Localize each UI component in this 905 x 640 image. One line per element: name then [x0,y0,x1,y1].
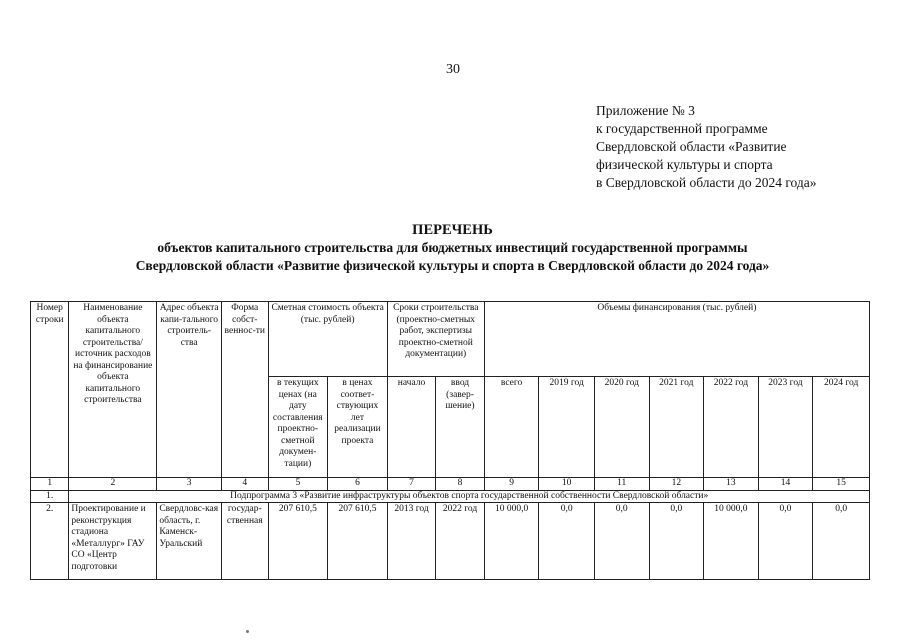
subprogram-label: Подпрограмма 3 «Развитие инфраструктуры объектов спорта государственной собственности Свердловской области» [69,490,870,503]
financing-total: 10 000,0 [484,503,539,580]
header-cost-current: в текущих ценах (на дату составления проектно-сметной докумен-тации) [268,377,328,478]
financing-2024: 0,0 [813,503,870,580]
header-start: начало [387,377,436,478]
scan-speck [246,630,249,633]
title-line: ПЕРЕЧЕНЬ [412,222,493,238]
financing-2019: 0,0 [539,503,595,580]
header-end: ввод (завер-шение) [436,377,485,478]
column-number: 4 [222,478,268,491]
financing-2022: 10 000,0 [704,503,759,580]
appendix-note [596,102,817,192]
title-line: Свердловской области «Развитие физической культуры и спорта в Свердловской области до 2024 года» [135,258,770,273]
appendix-line: Свердловской области «Развитие [596,139,787,154]
object-address: Свердловс-кая область, г. Каменск-Уральский [157,503,222,580]
table-row [31,503,870,580]
appendix-line: в Свердловской области до 2024 года» [596,175,817,190]
appendix-line: к государственной программе [596,121,768,136]
column-number: 12 [649,478,704,491]
header-year-2023: 2023 год [758,377,813,478]
column-number: 11 [594,478,649,491]
header-estimated-cost: Сметная стоимость объекта (тыс. рублей) [268,302,387,377]
financing-2020: 0,0 [594,503,649,580]
header-timeline: Сроки строительства (проектно-сметных работ, экспертизы проектно-сметной документации) [387,302,484,377]
column-number: 5 [268,478,328,491]
column-number: 3 [157,478,222,491]
financing-2023: 0,0 [758,503,813,580]
appendix-line: физической культуры и спорта [596,157,773,172]
cost-adjusted: 207 610,5 [328,503,388,580]
cost-current: 207 610,5 [268,503,328,580]
column-number: 8 [436,478,485,491]
column-number: 1 [31,478,69,491]
appendix-line: Приложение № 3 [596,103,695,118]
header-ownership: Форма собст-веннос-ти [222,302,268,478]
header-year-2021: 2021 год [649,377,704,478]
column-number: 10 [539,478,595,491]
row-number: 2. [31,503,69,580]
column-number: 2 [69,478,157,491]
header-address: Адрес объекта капи-тального строитель-ства [157,302,222,478]
start-date: 2013 год [387,503,436,580]
document-title [0,221,905,275]
column-number: 6 [328,478,388,491]
object-name: Проектирование и реконструкция стадиона «Металлург» ГАУ СО «Центр подготовки [69,503,157,580]
subprogram-row [31,490,870,503]
header-financing: Объемы финансирования (тыс. рублей) [484,302,869,377]
header-year-2022: 2022 год [704,377,759,478]
title-line: объектов капитального строительства для бюджетных инвестиций государственной программы [157,240,748,255]
header-object-name: Наименование объекта капитального строительства/ источник расходов на финансирование объекта капитального строительства [69,302,157,478]
column-number: 7 [387,478,436,491]
end-date: 2022 год [436,503,485,580]
column-number: 15 [813,478,870,491]
header-cost-adjusted: в ценах соответ-ствующих лет реализации проекта [328,377,388,478]
header-total: всего [484,377,539,478]
financing-2021: 0,0 [649,503,704,580]
header-row-number: Номер строки [31,302,69,478]
column-number: 13 [704,478,759,491]
header-row-1 [31,302,870,377]
subprogram-number: 1. [31,490,69,503]
page-number: 30 [446,62,460,77]
header-year-2024: 2024 год [813,377,870,478]
ownership-form: государ-ственная [222,503,268,580]
column-number: 9 [484,478,539,491]
header-year-2020: 2020 год [594,377,649,478]
capital-construction-table [30,301,870,580]
column-number-row [31,478,870,491]
column-number: 14 [758,478,813,491]
header-year-2019: 2019 год [539,377,595,478]
